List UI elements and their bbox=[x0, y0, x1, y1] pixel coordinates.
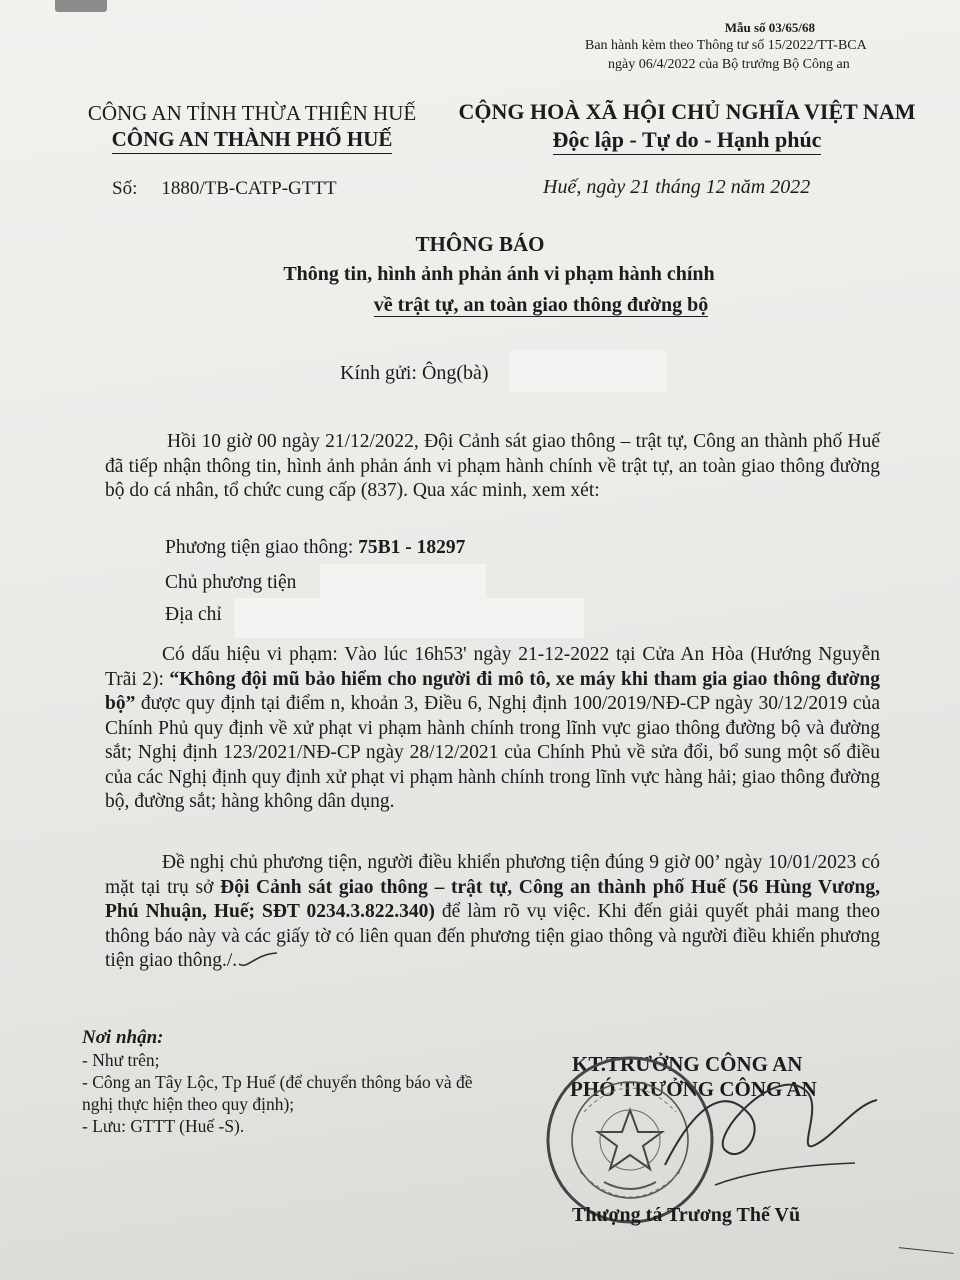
signature-title-1: KT.TRƯỞNG CÔNG AN bbox=[572, 1052, 803, 1076]
paper-clip-tab bbox=[55, 0, 107, 12]
owner-label: Chủ phương tiện bbox=[165, 572, 297, 593]
violation-description: “Không đội mũ bảo hiểm cho người đi mô tô, xe máy khi tham gia giao thông đường bộ” bbox=[105, 668, 880, 714]
form-note-line2: ngày 06/4/2022 của Bộ trưởng Bộ Công an bbox=[608, 57, 850, 72]
paragraph-violation: Có dấu hiệu vi phạm: Vào lúc 16h53' ngày 21-12-2022 tại Cửa An Hòa (Hướng Nguyễn Trãi 2): “Không đội mũ bảo hiểm cho người đi mô tô, xe máy khi tham gia giao thông đường bộ” được quy định tại điểm n, khoản 3, Điều 6, Nghị định 100/2019/NĐ-CP ngày 30/12/2019 của Chính Phủ quy định về xử phạt vi phạm hành chính trong lĩnh vực giao thông đường bộ và đường sắt; Nghị định 123/2021/NĐ-CP ngày 28/12/2021 của Chính Phủ về sửa đổi, bổ sung một số điều của các Nghị định quy định xử phạt vi phạm hành chính trong lĩnh vực hàng hải; giao thông đường bộ, đường sắt; hàng không dân dụng. bbox=[105, 644, 880, 812]
document-number-label: Số: bbox=[112, 178, 138, 199]
vehicle-plate: 75B1 - 18297 bbox=[358, 537, 466, 558]
document-title: THÔNG BÁO bbox=[415, 232, 545, 256]
document-number-value: 1880/TB-CATP-GTTT bbox=[161, 178, 337, 199]
recipient-salutation: Kính gửi: Ông(bà) bbox=[340, 362, 489, 384]
document-subtitle-2: về trật tự, an toàn giao thông đường bộ bbox=[373, 294, 709, 316]
agency-parent: CÔNG AN TỈNH THỪA THIÊN HUẾ bbox=[87, 101, 417, 125]
signature-title-2: PHÓ TRƯỞNG CÔNG AN bbox=[570, 1077, 817, 1101]
form-code: Mẫu số 03/65/68 bbox=[724, 20, 815, 35]
recipient-item: - Công an Tây Lộc, Tp Huế (để chuyển thông báo và đề nghị thực hiện theo quy định); bbox=[82, 1072, 473, 1114]
signer-name: Thượng tá Trương Thế Vũ bbox=[572, 1204, 801, 1226]
place-date: Huế, ngày 21 tháng 12 năm 2022 bbox=[543, 176, 811, 198]
agency-header bbox=[82, 100, 422, 152]
nation-motto: Độc lập - Tự do - Hạnh phúc bbox=[553, 127, 822, 155]
office-address: Đội Cảnh sát giao thông – trật tự, Công an thành phố Huế (56 Hùng Vương, Phú Nhuận, Huế; SĐT 0234.3.822.340) bbox=[105, 876, 880, 922]
recipients-heading: Nơi nhận: bbox=[82, 1027, 164, 1048]
desk-edge-mark bbox=[897, 1247, 953, 1268]
paragraph-request: Đề nghị chủ phương tiện, người điều khiển phương tiện đúng 9 giờ 00’ ngày 10/01/2023 có mặt tại trụ sở Đội Cảnh sát giao thông – trật tự, Công an thành phố Huế (56 Hùng Vương, Phú Nhuận, Huế; SĐT 0234.3.822.340) để làm rõ vụ việc. Khi đến giải quyết phải mang theo thông báo này và các giấy tờ có liên quan đến phương tiện giao thông và người điều khiển phương tiện giao thông./. bbox=[105, 852, 880, 971]
nation-name: CỘNG HOÀ XÃ HỘI CHỦ NGHĨA VIỆT NAM bbox=[458, 99, 916, 124]
address-label: Địa chỉ bbox=[165, 604, 222, 625]
nation-header bbox=[452, 98, 922, 154]
vehicle-line bbox=[165, 537, 465, 559]
checkmark-stroke bbox=[237, 950, 279, 970]
recipient-item: - Lưu: GTTT (Huế -S). bbox=[82, 1116, 245, 1136]
vehicle-label: Phương tiện giao thông: bbox=[165, 537, 354, 558]
agency-name: CÔNG AN THÀNH PHỐ HUẾ bbox=[112, 127, 393, 154]
recipient-item: - Như trên; bbox=[82, 1050, 160, 1070]
paragraph-intro: Hồi 10 giờ 00 ngày 21/12/2022, Đội Cảnh sát giao thông – trật tự, Công an thành phố Huế đã tiếp nhận thông tin, hình ảnh phản ánh vi phạm hành chính về trật tự, an toàn giao thông đường bộ do cá nhân, tổ chức cung cấp (837). Qua xác minh, xem xét: bbox=[105, 431, 880, 501]
recipients-block bbox=[82, 1027, 502, 1137]
redacted-address bbox=[234, 598, 584, 638]
form-note-line1: Ban hành kèm theo Thông tư số 15/2022/TT-BCA bbox=[585, 38, 867, 53]
handwritten-signature-icon bbox=[655, 1045, 885, 1215]
document-number bbox=[112, 178, 337, 200]
document-subtitle-1: Thông tin, hình ảnh phản ánh vi phạm hành chính bbox=[283, 263, 715, 285]
redacted-recipient-name bbox=[510, 350, 666, 392]
